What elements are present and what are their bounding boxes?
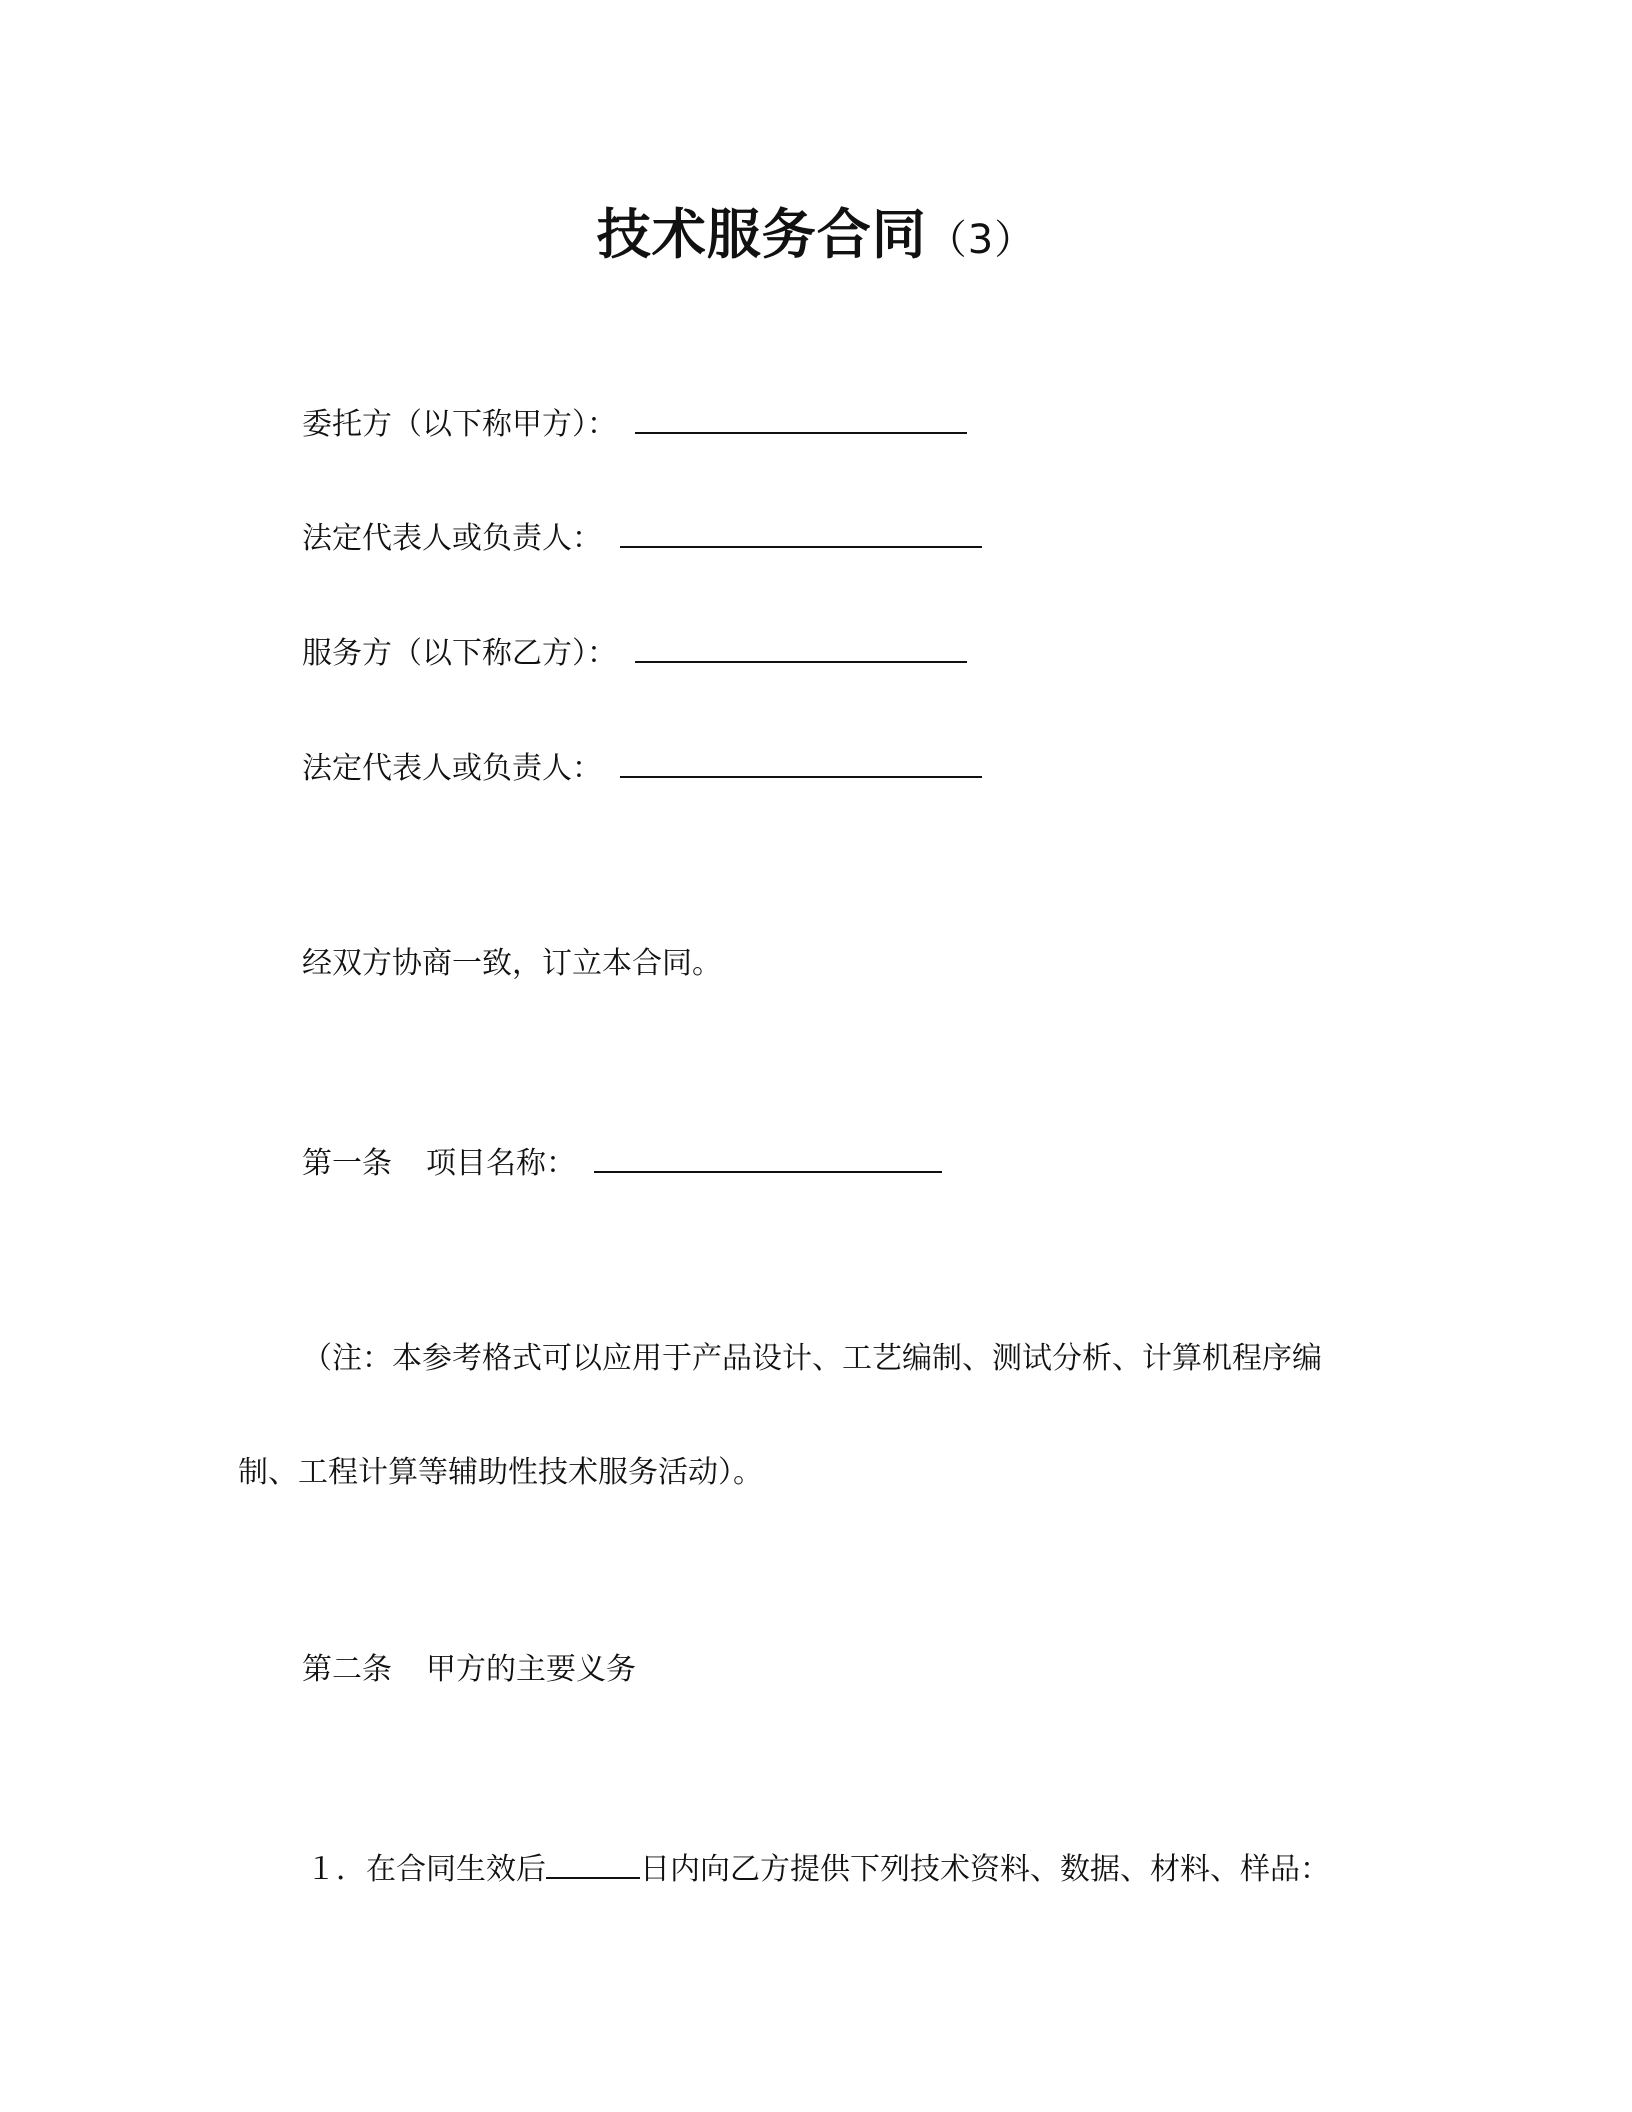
item-1-suffix: 日内向乙方提供下列技术资料、数据、材料、样品： (640, 1852, 1330, 1887)
client-label: 委托方（以下称甲方）： (302, 407, 617, 442)
days-blank (546, 1847, 640, 1879)
provider-rep-line (302, 746, 982, 789)
title-text: 技术服务合同 (596, 203, 927, 266)
provider-label: 服务方（以下称乙方）： (302, 636, 617, 671)
title-suffix: （3） (926, 217, 1036, 263)
provider-rep-blank (620, 746, 982, 778)
client-rep-line (302, 516, 982, 559)
article-1-number: 第一条 (302, 1146, 392, 1181)
note-line-1: （注：本参考格式可以应用于产品设计、工艺编制、测试分析、计算机程序编 (302, 1341, 1322, 1376)
note-line-2: 制、工程计算等辅助性技术服务活动）。 (238, 1455, 763, 1490)
item-1-prefix: １．在合同生效后 (306, 1852, 546, 1887)
provider-rep-label: 法定代表人或负责人： (302, 751, 602, 786)
intro-paragraph: 经双方协商一致，订立本合同。 (302, 946, 722, 981)
item-1 (306, 1847, 1330, 1890)
provider-blank (635, 631, 967, 663)
article-2-number: 第二条 (302, 1652, 392, 1687)
client-rep-blank (620, 516, 982, 548)
article-1-label: 项目名称： (426, 1146, 576, 1181)
provider-line (302, 631, 967, 674)
article-1 (302, 1141, 942, 1184)
client-line (302, 402, 967, 445)
document-title (0, 202, 1632, 273)
project-name-blank (594, 1141, 942, 1173)
article-2 (302, 1650, 636, 1690)
article-2-heading: 甲方的主要义务 (426, 1652, 636, 1687)
client-blank (635, 402, 967, 434)
client-rep-label: 法定代表人或负责人： (302, 521, 602, 556)
